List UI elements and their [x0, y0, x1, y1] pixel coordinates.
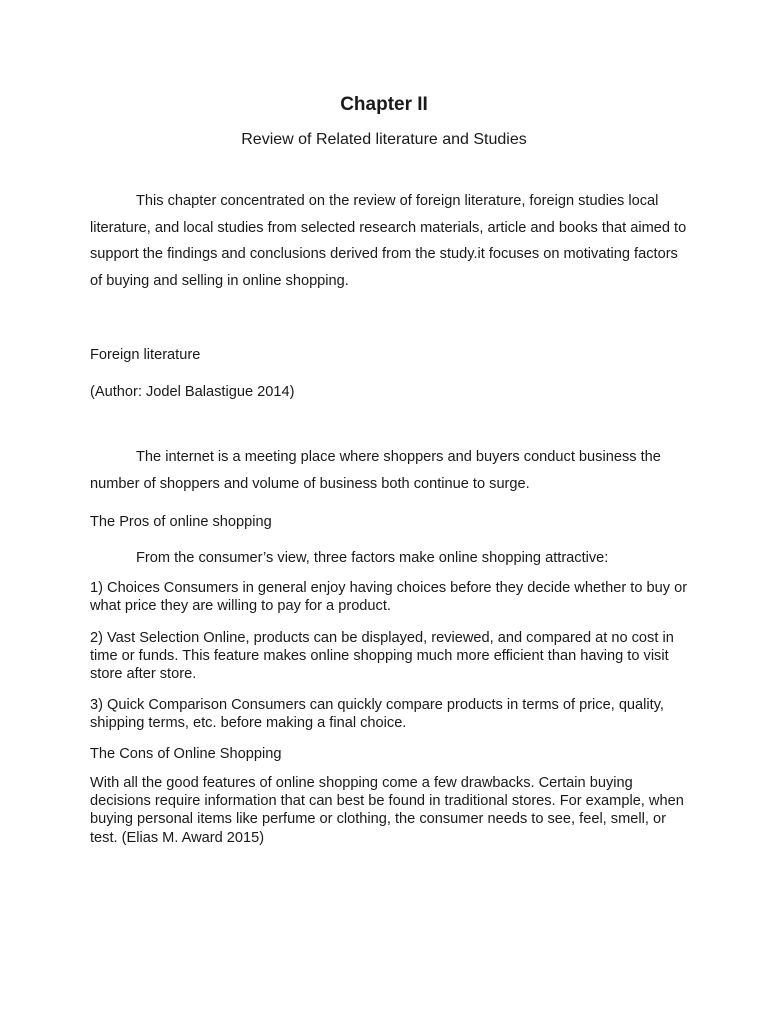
- intro-paragraph: This chapter concentrated on the review of foreign literature, foreign studies local literature, and local studies from selected research materials, article and books that aimed to support the findings and conclusions derived from the study.it focuses on motivating factors of buying and selling in online shopping.: [90, 193, 687, 289]
- cons-paragraph: With all the good features of online shopping come a few drawbacks. Certain buying decisions require information that can best be found in traditional stores. For example, when buying personal items like perfume or clothing, the consumer needs to see, feel, smell, or test. (Elias M. Award 2015): [90, 775, 684, 846]
- foreign-literature-heading: Foreign literature: [90, 347, 201, 363]
- pros-heading: The Pros of online shopping: [90, 514, 272, 530]
- pros-item: 3) Quick Comparison Consumers can quickly compare products in terms of price, quality, shipping terms, etc. before making a final choice.: [90, 697, 664, 732]
- pros-item: 1) Choices Consumers in general enjoy having choices before they decide whether to buy or what price they are willing to pay for a product.: [90, 580, 688, 615]
- pros-intro: From the consumer’s view, three factors make online shopping attractive:: [136, 550, 609, 566]
- chapter-title: Chapter II: [340, 94, 428, 115]
- chapter-subtitle: Review of Related literature and Studies: [241, 131, 527, 148]
- author-line: (Author: Jodel Balastigue 2014): [90, 384, 295, 400]
- pros-item: 2) Vast Selection Online, products can be displayed, reviewed, and compared at no cost in time or funds. This feature makes online shopping much more efficient than having to visit store after store.: [90, 630, 674, 683]
- internet-paragraph: The internet is a meeting place where shoppers and buyers conduct business the number of shoppers and volume of business both continue to surge.: [90, 449, 661, 492]
- cons-heading: The Cons of Online Shopping: [90, 746, 282, 762]
